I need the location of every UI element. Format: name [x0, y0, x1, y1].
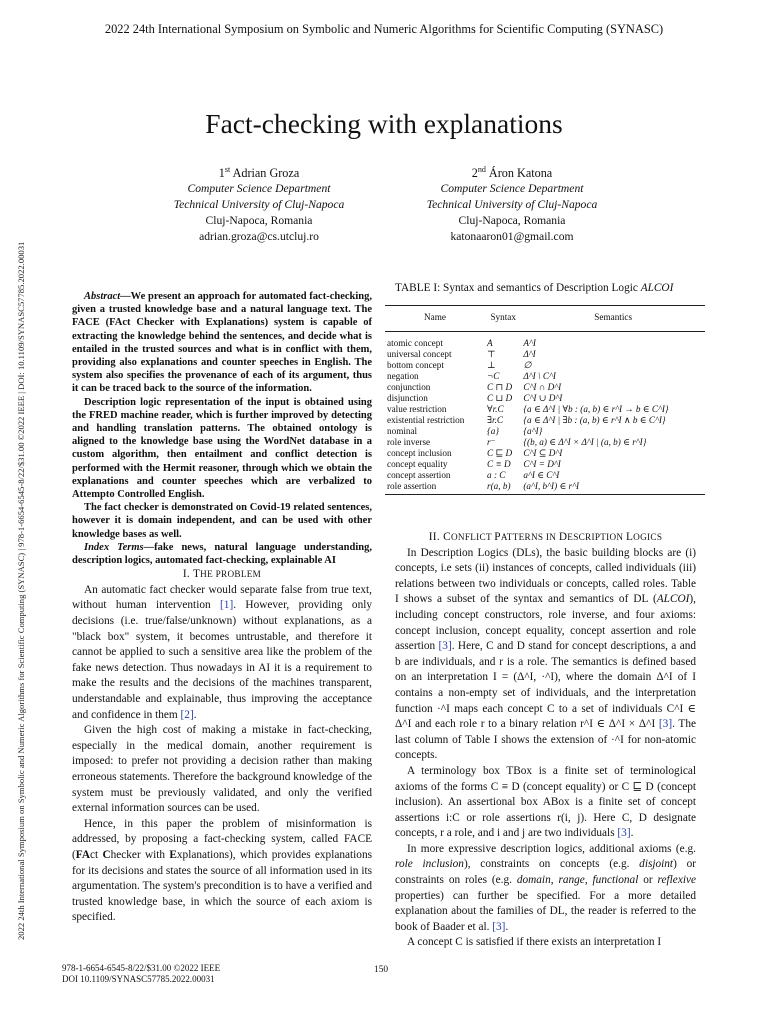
table-cell: {a ∈ Δ^I | ∀b : (a, b) ∈ r^I → b ∈ C^I}: [523, 404, 669, 414]
table-row: [385, 360, 705, 371]
table-cell: {a}: [487, 426, 499, 436]
table-cell: negation: [387, 371, 419, 381]
citation-link[interactable]: [3]: [438, 640, 452, 653]
table-row: [385, 332, 705, 350]
author-univ: Technical University of Cluj-Napoca: [426, 198, 598, 212]
dl-syntax-table: [385, 305, 705, 495]
table-header: Semantics: [521, 306, 705, 332]
footer: 978-1-6654-6545-8/22/$31.00 ©2022 IEEE DOI 10.1109/SYNASC57785.2022.00031: [62, 963, 221, 984]
table-cell: existential restriction: [387, 415, 465, 425]
page-number: 150: [374, 965, 389, 975]
right-column: [395, 530, 696, 951]
table-cell: A: [487, 338, 493, 348]
table-cell: bottom concept: [387, 360, 444, 370]
table-cell: Δ^I: [523, 349, 536, 359]
table-cell: ⊤: [487, 349, 496, 359]
author-univ: Technical University of Cluj-Napoca: [173, 198, 345, 212]
table-cell: atomic concept: [387, 338, 443, 348]
citation-link[interactable]: [3]: [658, 718, 673, 731]
table-cell: disjunction: [387, 393, 428, 403]
side-doi-text: 2022 24th International Symposium on Symbolic and Numeric Algorithms for Scientific Computing (SYNASC) | 978-1-6654-6545-8/22/$31.00 ©2022 IEEE | DOI: 10.1109/SYNASC57785.2022.00031: [16, 241, 26, 940]
table-row: [385, 393, 705, 404]
table-row: [385, 470, 705, 481]
table-row: [385, 371, 705, 382]
table-row: [385, 481, 705, 495]
table-cell: C ≡ D: [487, 459, 511, 469]
author-block-2: [362, 162, 662, 245]
citation-link[interactable]: [3]: [492, 920, 506, 933]
table-header: Name: [385, 306, 485, 332]
table-cell: role inverse: [387, 437, 431, 447]
table-cell: C ⊓ D: [487, 382, 513, 392]
table-cell: C^I ∩ D^I: [523, 382, 562, 392]
table-cell: concept inclusion: [387, 448, 452, 458]
table-cell: {a^I}: [523, 426, 543, 436]
table-cell: nominal: [387, 426, 418, 436]
table-cell: ∅: [523, 360, 532, 370]
author-city: Cluj-Napoca, Romania: [458, 214, 566, 228]
table-row: [385, 459, 705, 470]
table-caption: TABLE I: Syntax and semantics of Description Logic ALCOI: [395, 282, 674, 294]
table-cell: (a^I, b^I) ∈ r^I: [521, 481, 705, 495]
citation-link[interactable]: [2]: [180, 708, 194, 721]
table-row: [385, 415, 705, 426]
left-column: [72, 290, 372, 926]
table-cell: {(b, a) ∈ Δ^I × Δ^I | (a, b) ∈ r^I}: [523, 437, 647, 447]
paragraph: Hence, in this paper the problem of misinformation is addressed, by proposing a fact-checking system, called FACE (FAct Checker with Explanations), which provides explanations for its decisions and states the source of all information used in its argumentation. The system's precondition is to have a verified and trusted knowledge base, in which the source of each axiom is specified.: [72, 817, 372, 924]
table-row: [385, 426, 705, 437]
table-cell: a^I ∈ C^I: [523, 470, 560, 480]
paragraph: A concept C is satisfied if there exists an interpretation I: [407, 936, 662, 949]
table-cell: conjunction: [387, 382, 431, 392]
table-cell: value restriction: [387, 404, 447, 414]
paragraph: Given the high cost of making a mistake in fact-checking, especially in the medical domain, another requirement is imposed: to prefer not providing a decision rather than making erroneous statements. Therefore the background knowledge of the system must be previously validated, and only the verified external information sources can be used.: [72, 724, 372, 815]
table-cell: ¬C: [487, 371, 500, 381]
author-name: 1st Adrian Groza: [218, 165, 300, 181]
section-heading-2: II. CONFLICT PATTERNS IN DESCRIPTION LOGICS: [428, 531, 663, 543]
table-cell: role assertion: [385, 481, 485, 495]
table-row: [385, 448, 705, 459]
table-cell: concept assertion: [387, 470, 451, 480]
table-cell: A^I: [523, 338, 536, 348]
table-row: [385, 382, 705, 393]
conference-header: 2022 24th International Symposium on Symbolic and Numeric Algorithms for Scientific Computing (SYNASC): [104, 22, 664, 36]
paragraph: In Description Logics (DLs), the basic building blocks are (i) concepts, i.e sets (ii) instances of concepts, called individuals (iii) relations between two individuals or concepts, called roles. Table I shows a subset of the syntax and semantics of DL (ALCOI), including concept constructors, role inverse, and four axioms: concept inclusion, concept equality, concept assertion and role assertion [3]. Here, C and D stand for concept descriptions, a and b are individuals, and r is a role. The semantics is defined based on an interpretation I = (Δ^I, ·^I), where the domain Δ^I of I contains a non-empty set of individuals, and the interpretation function ·^I maps each concept C to a set of individuals C^I ∈ Δ^I and each role r to a binary relation r^I ∈ Δ^I × Δ^I [3]. The last column of Table I shows the extension of ·^I for non-atomic concepts.: [395, 546, 697, 762]
table-cell: C^I ∪ D^I: [523, 393, 563, 403]
table-cell: {a ∈ Δ^I | ∃b : (a, b) ∈ r^I ∧ b ∈ C^I}: [523, 415, 666, 425]
table-cell: r⁻: [487, 437, 496, 447]
table-cell: universal concept: [387, 349, 452, 359]
author-name: 2nd Áron Katona: [471, 165, 553, 181]
paragraph: A terminology box TBox is a finite set of terminological axioms of the forms C ≡ D (concept equality) or C ⊑ D (concept inclusion). An assertional box ABox is a finite set of concept assertions i:C or role assertions r(i, j). Here C, D designate concepts, r a role, and i and j are two individuals [3].: [395, 764, 696, 840]
table-cell: a : C: [487, 470, 506, 480]
table-cell: C ⊑ D: [487, 448, 513, 458]
author-email: adrian.groza@cs.utcluj.ro: [199, 230, 319, 244]
table-cell: concept equality: [387, 459, 448, 469]
author-dept: Computer Science Department: [440, 182, 584, 196]
table-cell: ⊥: [487, 360, 496, 370]
table-cell: ∀r.C: [487, 404, 504, 414]
table-cell: r(a, b): [485, 481, 521, 495]
citation-link[interactable]: [3]: [617, 827, 631, 840]
section-heading-1: I. THE PROBLEM: [182, 568, 262, 581]
author-city: Cluj-Napoca, Romania: [205, 214, 313, 228]
table-cell: C ⊔ D: [487, 393, 513, 403]
author-email: katonaaron01@gmail.com: [450, 230, 574, 244]
citation-link[interactable]: [1]: [220, 599, 234, 612]
table-cell: Δ^I \ C^I: [523, 371, 556, 381]
paragraph: In more expressive description logics, additional axioms (e.g. role inclusion), constraints on concepts (e.g. disjoint) or constraints on roles (e.g. domain, range, functional or reflexive properties) can further be specified. For a more detailed explanation about the families of DL, the reader is referred to the book of Baader et al. [3].: [395, 842, 697, 933]
table-header: Syntax: [485, 306, 521, 332]
paper-title: Fact-checking with explanations: [205, 108, 563, 139]
author-dept: Computer Science Department: [187, 182, 331, 196]
table-row: [385, 349, 705, 360]
abstract: Abstract—We present an approach for automated fact-checking, given a trusted knowledge base and a natural language text. The FACE (FAct Checker with Explanations) system is capable of extracting the knowledge behind the sentences, and decide what is entailed in the trusted sources and what is in conflict with them, providing also explanations and counter speeches in English. The system also specifies the provenance of each of its argument, thus it can be traced back to the source of the information. Description logic representation of the input is obtained using the FRED machine reader, which is further improved by detecting and handling translation patterns. The obtained ontology is aligned to the knowledge base using the WordNet database in a custom algorithm, then entailment and conflict detection is performed with the Hermit reasoner, through which we obtain the explanations and counter speeches which are verbalized to Attempto Controlled English. The fact checker is demonstrated on Covid-19 related sentences, however it is domain independent, and can be used with other knowledge bases as well. Index Terms—fake news, natural language understanding, description logics, automated fact-checking, explainable AI: [72, 291, 372, 567]
table-row: [385, 437, 705, 448]
table-cell: C^I ⊆ D^I: [523, 448, 563, 458]
table-row: [385, 404, 705, 415]
table-cell: C^I = D^I: [523, 459, 561, 469]
paragraph: An automatic fact checker would separate false from true text, without human intervention [1]. However, providing only decisions (i.e. true/false/unknown) without explanations, as a "black box" system, it becomes untrustable, and therefore it cannot be applied to such a sensitive area like the problem of the fake news detection. Thus nowadays in AI it is a requirement to make the results and the decisions of the machines transparent, understandable and explainable, thus improving the acceptance and confidence in them [2].: [72, 583, 373, 721]
table-cell: ∃r.C: [487, 415, 504, 425]
